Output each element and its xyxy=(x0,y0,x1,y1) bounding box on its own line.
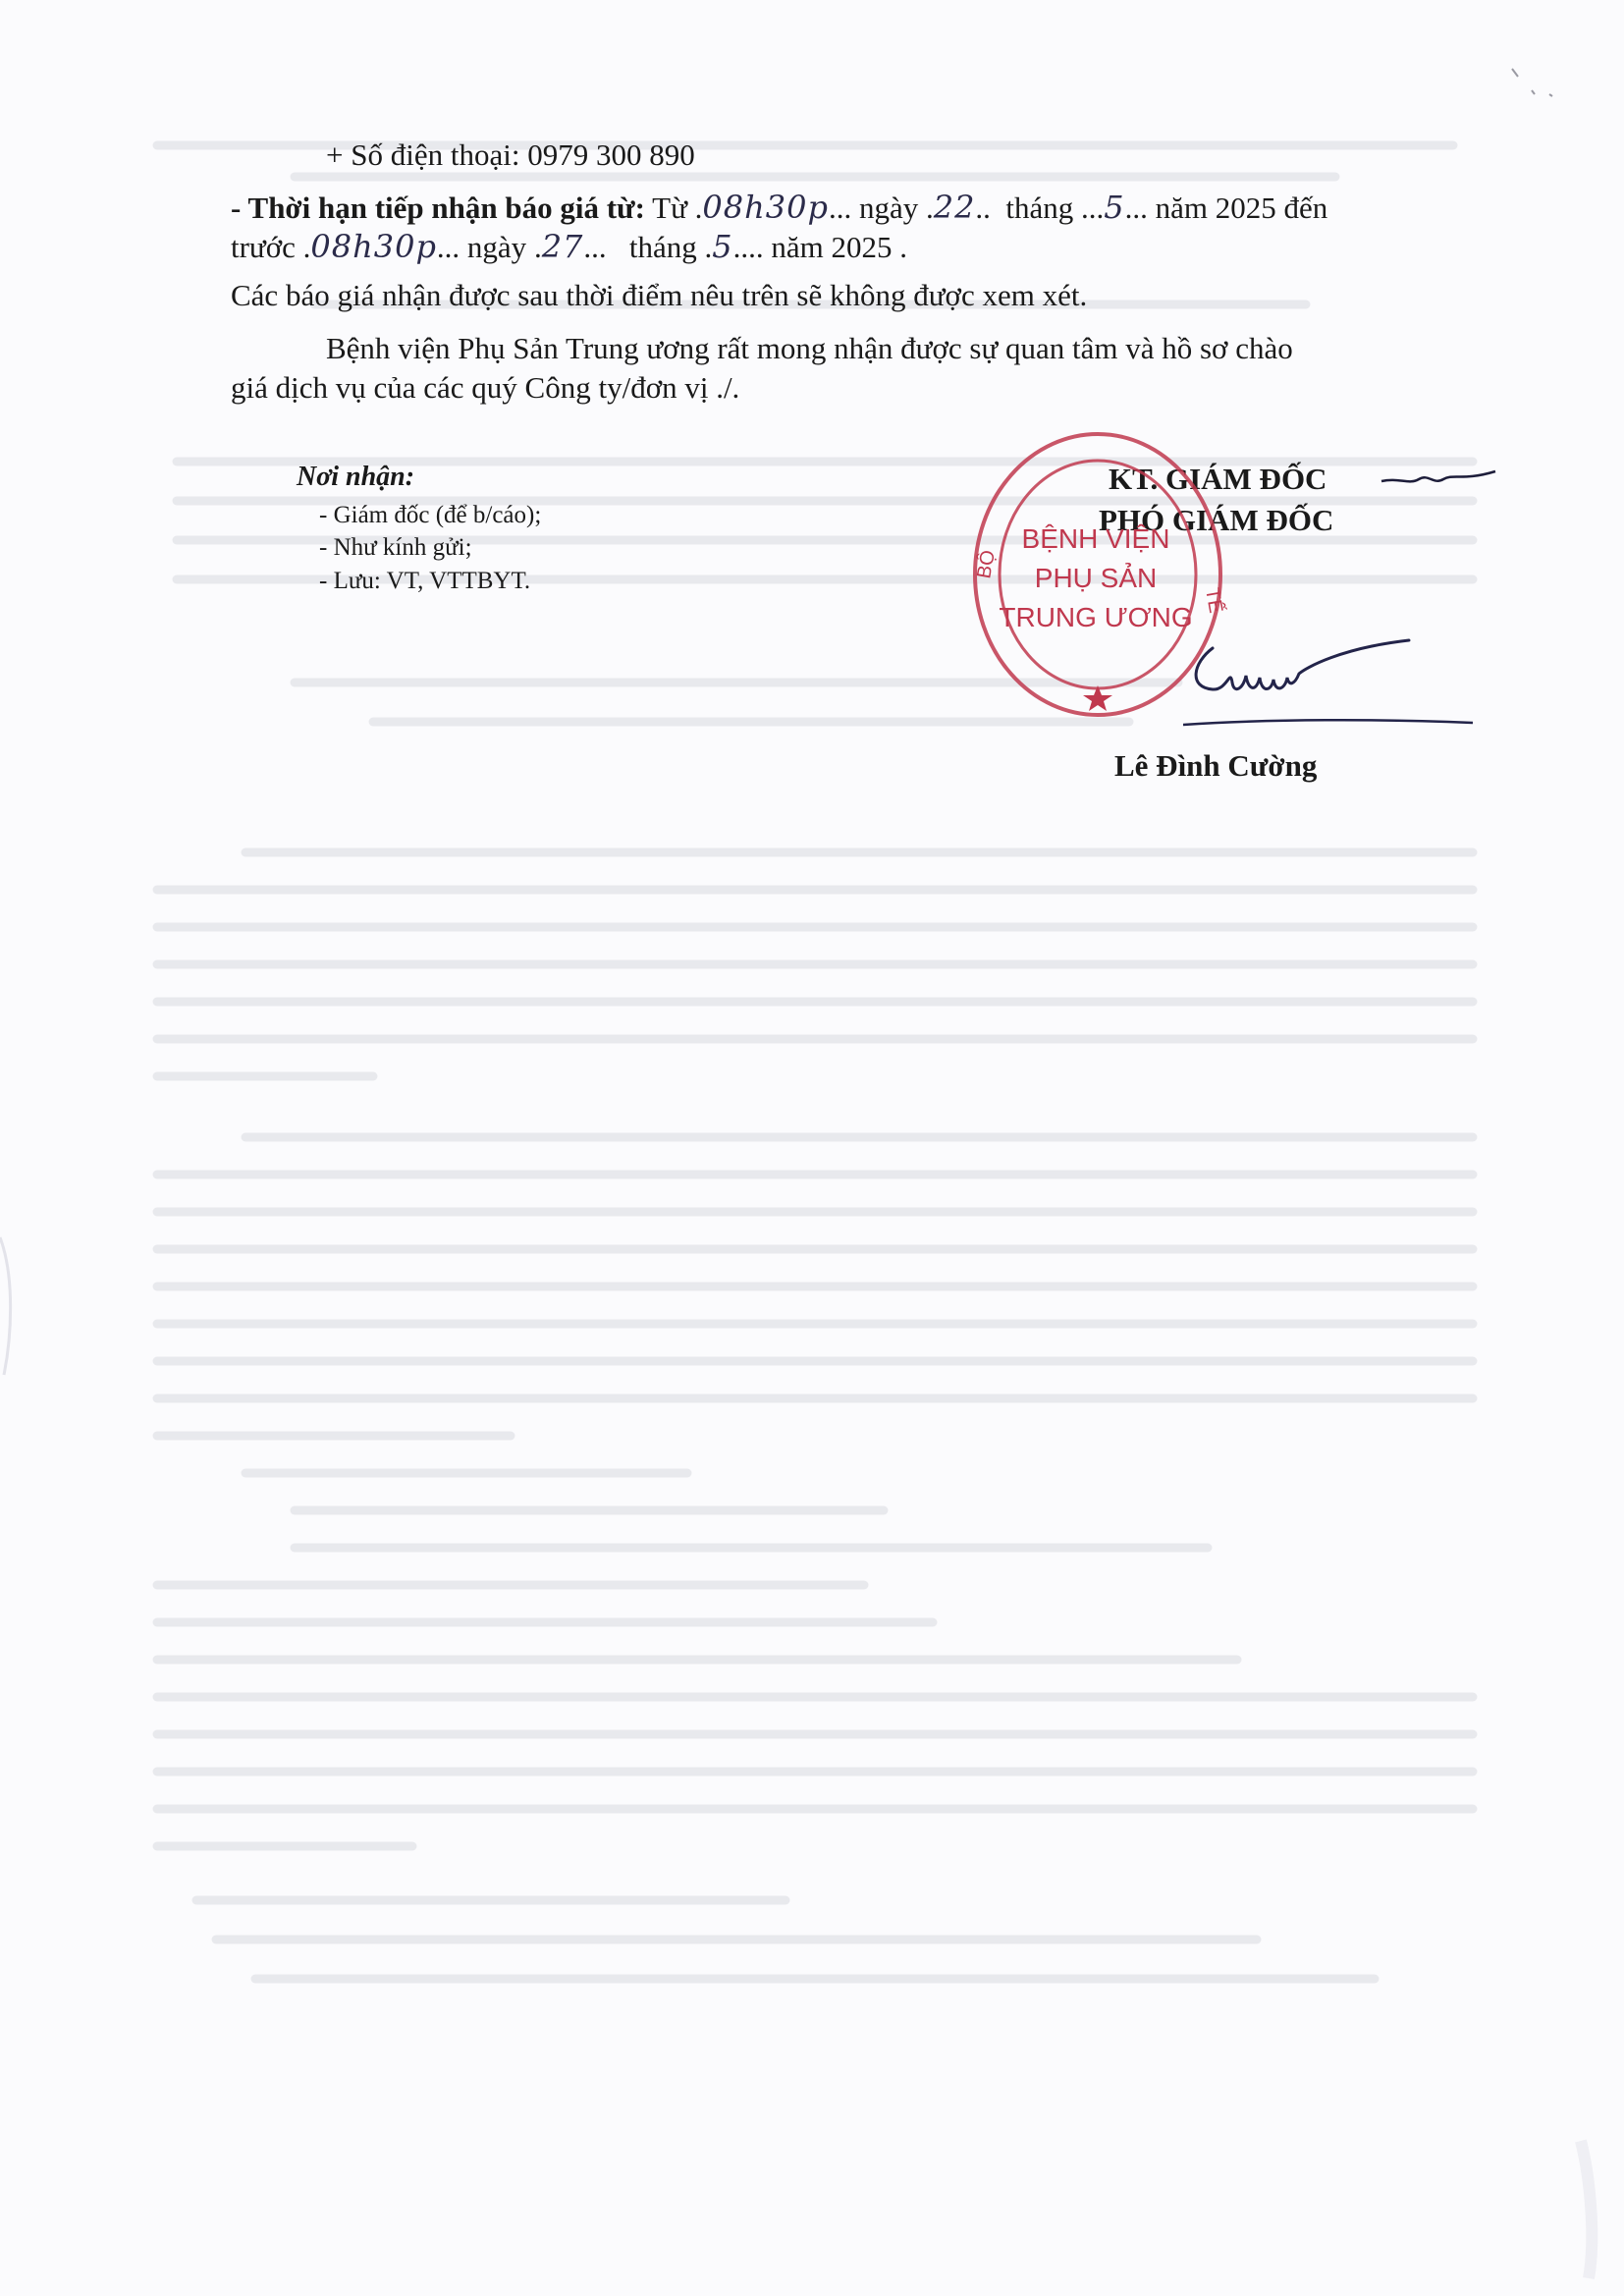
recipient-item: - Giám đốc (để b/cáo); xyxy=(319,502,542,528)
from-word: Từ xyxy=(652,191,687,225)
deadline-line-2: trước .08h30p... ngày .27... tháng .5.... năm 2025 . xyxy=(231,228,908,265)
recipients-title: Nơi nhận: xyxy=(297,462,415,492)
to-day-word: ngày xyxy=(466,230,527,264)
late-notice: Các báo giá nhận được sau thời điểm nêu trên sẽ không được xem xét. xyxy=(231,278,1088,312)
to-month-word: tháng xyxy=(628,230,697,264)
from-time-handwritten: 08h30p xyxy=(702,189,829,226)
to-month-handwritten: 5 xyxy=(712,228,733,265)
year-text: năm 2025 đến xyxy=(1155,191,1328,225)
stamp-edge-left: BỘ xyxy=(973,548,1000,580)
recipient-item: - Lưu: VT, VTTBYT. xyxy=(319,568,531,594)
closing-line-2: giá dịch vụ của các quý Công ty/đơn vị ./. xyxy=(231,370,740,405)
to-time-handwritten: 08h30p xyxy=(310,228,437,265)
phone-line: + Số điện thoại: 0979 300 890 xyxy=(326,137,695,172)
from-day-handwritten: 22 xyxy=(933,189,976,226)
day-word: ngày xyxy=(858,191,919,225)
signature-title-2: PHÓ GIÁM ĐỐC xyxy=(1099,503,1334,537)
deadline-label: - Thời hạn tiếp nhận báo giá từ: xyxy=(231,191,645,225)
stamp-line-1: BỆNH VIỆN xyxy=(1021,523,1170,554)
month-word: tháng xyxy=(1005,191,1074,225)
stamp-line-3: TRUNG ƯƠNG xyxy=(999,602,1193,632)
handwritten-signature xyxy=(1183,629,1478,737)
to-year-text: năm 2025 . xyxy=(771,230,908,264)
signer-name: Lê Đình Cường xyxy=(1114,748,1318,783)
stamp-line-2: PHỤ SẢN xyxy=(1034,563,1158,593)
from-month-handwritten: 5 xyxy=(1104,189,1125,226)
recipient-item: - Như kính gửi; xyxy=(319,534,472,561)
closing-line-1: Bệnh viện Phụ Sản Trung ương rất mong nhận được sự quan tâm và hồ sơ chào xyxy=(326,331,1293,365)
initials-flourish xyxy=(1380,464,1497,493)
before-word: trước xyxy=(231,230,296,264)
stamp-star-icon xyxy=(1083,685,1112,711)
to-day-handwritten: 27 xyxy=(541,228,584,265)
stamp-edge-right: TẾ xyxy=(1201,586,1227,616)
deadline-line-1: - Thời hạn tiếp nhận báo giá từ: Từ .08h30p... ngày .22.. tháng ...5... năm 2025 đến xyxy=(231,189,1328,226)
signature-title-1: KT. GIÁM ĐỐC xyxy=(1109,462,1327,496)
